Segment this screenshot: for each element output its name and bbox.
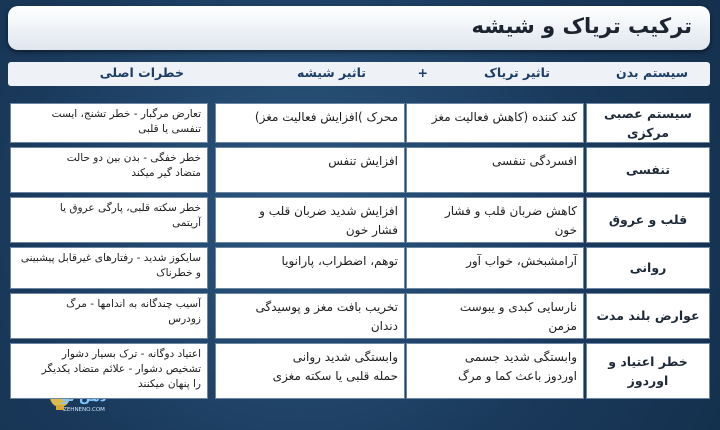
cell-meth-3: توهم، اضطراب، پارانویا (215, 247, 405, 289)
cell-opium-5: وابستگی شدید جسمی اوردوز باعث کما و مرگ (406, 343, 584, 399)
cell-risk-3: سایکوز شدید - رفتارهای غیرقابل پیشبینی و خطرناک (10, 247, 208, 289)
cell-system-0: سیستم عصبی مرکزی (586, 103, 710, 143)
cell-opium-2: کاهش ضربان قلب و فشار خون (406, 197, 584, 243)
header-meth-effect: تاثیر شیشه (296, 65, 366, 80)
cell-risk-0: تعارض مرگبار - خطر تشنج، ایست تنفسی یا قلبی (10, 103, 208, 143)
title-banner (8, 6, 710, 50)
cell-risk-1: خطر خفگی - بدن بین دو حالت متضاد گیر میکند (10, 147, 208, 193)
cell-system-4: عوارض بلند مدت (586, 293, 710, 339)
cell-opium-1: افسردگی تنفسی (406, 147, 584, 193)
cell-meth-5: وابستگی شدید روانی حمله قلبی یا سکته مغزی (215, 343, 405, 399)
cell-system-1: تنفسی (586, 147, 710, 193)
logo-subtext: ZEHNENO.COM (63, 407, 105, 413)
cell-risk-4: آسیب چندگانه به اندامها - مرگ زودرس (10, 293, 208, 339)
cell-system-2: قلب و عروق (586, 197, 710, 243)
cell-system-3: روانی (586, 247, 710, 289)
cell-risk-5: اعتیاد دوگانه - ترک بسیار دشوار تشخیص دشوار - علائم متضاد یکدیگر را پنهان میکنند (10, 343, 208, 399)
header-risks: خطرات اصلی (99, 65, 184, 80)
cell-meth-0: محرک )افزایش فعالیت مغز) (215, 103, 405, 143)
cell-system-5: خطر اعتیاد و اوردوز (586, 343, 710, 399)
cell-meth-4: تخریب بافت مغز و پوسیدگی دندان (215, 293, 405, 339)
table-header (8, 62, 710, 86)
header-opium-effect: تاثیر تریاک (484, 65, 550, 80)
page-title: ترکیب تریاک و شیشه (471, 14, 692, 38)
header-plus: + (417, 65, 428, 80)
cell-opium-4: نارسایی کبدی و یبوست مزمن (406, 293, 584, 339)
header-system: سیستم بدن (616, 65, 688, 80)
cell-opium-3: آرامشبخش، خواب آور (406, 247, 584, 289)
cell-meth-2: افزایش شدید ضربان قلب و فشار خون (215, 197, 405, 243)
cell-opium-0: کند کننده (کاهش فعالیت مغز (406, 103, 584, 143)
cell-meth-1: افزایش تنفس (215, 147, 405, 193)
cell-risk-2: خطر سکته قلبی، پارگی عروق یا آریتمی (10, 197, 208, 243)
